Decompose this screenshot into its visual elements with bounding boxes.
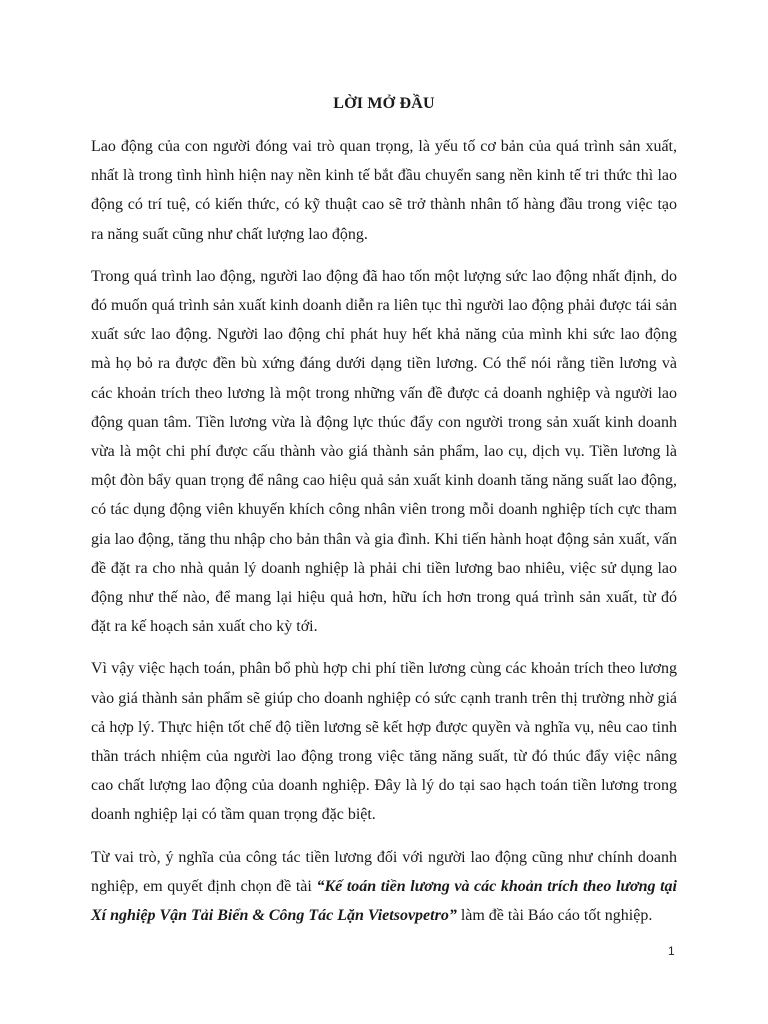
thesis-topic-title: “Kế toán tiền lương và các khoản trích theo lương tại Xí nghiệp Vận Tải Biển & Công Tác Lặn Vietsovpetro” xyxy=(91,877,678,925)
page-title: LỜI MỞ ĐẦU xyxy=(333,95,435,112)
paragraph-4-intro: Từ vai trò, ý nghĩa của công tác tiền lương đối với người lao động cũng như chính doanh nghiệp, em quyết định chọn đề tài xyxy=(91,848,677,895)
paragraph-1: Lao động của con người đóng vai trò quan trọng, là yếu tố cơ bản của quá trình sản xuất, nhất là trong tình hình hiện nay nền kinh tế bắt đầu chuyển sang nền kinh tế tri thức thì lao động có trí tuệ, có kiến thức, có kỹ thuật cao sẽ trở thành nhân tố hàng đầu trong việc tạo ra năng suất cũng như chất lượng lao động. xyxy=(91,138,677,243)
document-body xyxy=(91,132,677,943)
paragraph-2: Trong quá trình lao động, người lao động đã hao tốn một lượng sức lao động nhất định, do đó muốn quá trình sản xuất kinh doanh diễn ra liên tục thì người lao động phải được tái sản xuất sức lao động. Người lao động chỉ phát huy hết khả năng của mình khi sức lao động mà họ bỏ ra được đền bù xứng đáng dưới dạng tiền lương. Có thể nói rằng tiền lương và các khoản trích theo lương là một trong những vấn đề được cả doanh nghiệp và người lao động quan tâm. Tiền lương vừa là động lực thúc đẩy con người trong sản xuất kinh doanh vừa là một chi phí được cấu thành vào giá thành sản phẩm, lao cụ, dịch vụ. Tiền lương là một đòn bẩy quan trọng để nâng cao hiệu quả sản xuất kinh doanh tăng năng suất lao động, có tác dụng động viên khuyến khích công nhân viên trong mỗi doanh nghiệp tích cực tham gia lao động, tăng thu nhập cho bản thân và gia đình. Khi tiến hành hoạt động sản xuất, vấn đề đặt ra cho nhà quản lý doanh nghiệp là phải chi tiền lương bao nhiêu, việc sử dụng lao động như thế nào, để mang lại hiệu quả hơn, hữu ích hơn trong quá trình sản xuất, từ đó đặt ra kế hoạch sản xuất cho kỳ tới. xyxy=(91,267,677,636)
paragraph-4-outro: làm đề tài Báo cáo tốt nghiệp. xyxy=(456,907,653,925)
page-number: 1 xyxy=(668,944,675,958)
paragraph-3: Vì vậy việc hạch toán, phân bổ phù hợp chi phí tiền lương cùng các khoản trích theo lương vào giá thành sản phẩm sẽ giúp cho doanh nghiệp có sức cạnh tranh trên thị trường nhờ giá cả hợp lý. Thực hiện tốt chế độ tiền lương sẽ kết hợp được quyền và nghĩa vụ, nêu cao tinh thần trách nhiệm của người lao động trong việc tăng năng suất, từ đó thúc đẩy việc nâng cao chất lượng lao động của doanh nghiệp. Đây là lý do tại sao hạch toán tiền lương trong doanh nghiệp lại có tầm quan trọng đặc biệt. xyxy=(91,660,677,824)
paragraph-4 xyxy=(91,843,677,931)
